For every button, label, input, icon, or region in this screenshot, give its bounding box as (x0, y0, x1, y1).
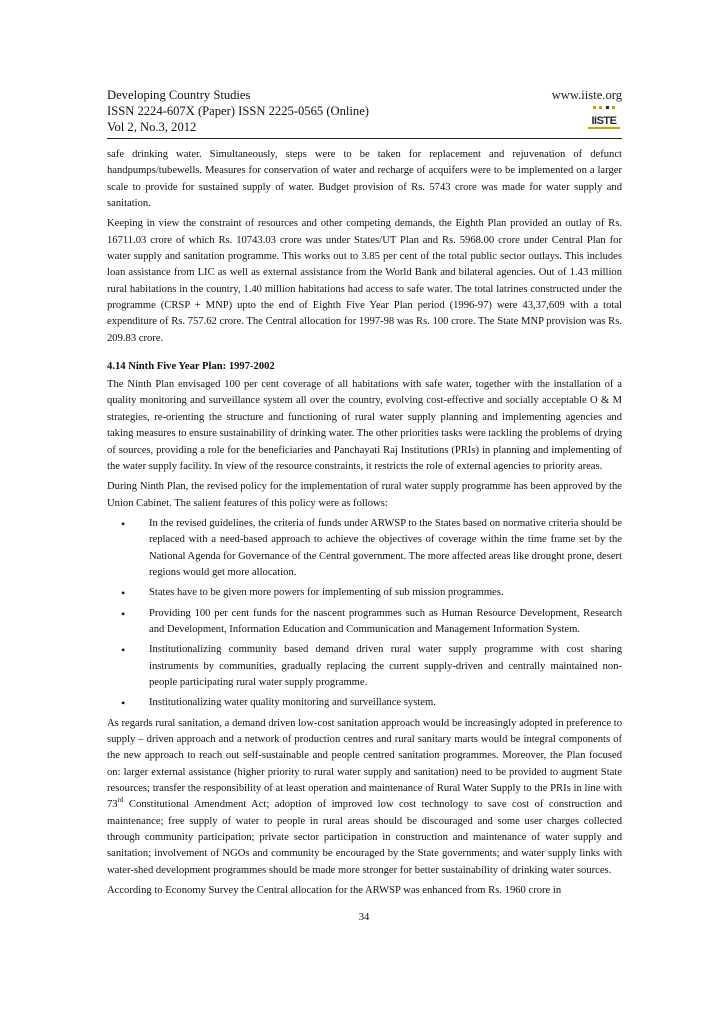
list-item-text: States have to be given more powers for implementing of sub mission programmes. (149, 587, 504, 599)
list-item-text: Institutionalizing community based demand driven rural water supply programme with cost sharing instruments by communities, gradually replacing the current supply-driven and centrally maintained non-people participating rural water supply programme. (149, 644, 622, 688)
list-item (107, 585, 622, 601)
paragraph-drinking-water: safe drinking water. Simultaneously, steps were to be taken for replacement and rejuvenation of defunct handpumps/tubewells. Measures for conservation of water and recharge of acquifers were to be implemented on a larger scale to provide for sustained supply of water. Budget provision of Rs. 5743 crore was made for water supply and sanitation. (107, 149, 622, 210)
paragraph-revised-policy: During Ninth Plan, the revised policy for the implementation of rural water supply programme has been approved by the Union Cabinet. The salient features of this policy were as follows: (107, 481, 622, 509)
iiste-logo (586, 106, 622, 132)
paragraph-economy-survey: According to Economy Survey the Central allocation for the ARWSP was enhanced from Rs. 1960 crore in (107, 885, 562, 897)
journal-page (107, 87, 622, 903)
ordinal-superscript: rd (117, 796, 124, 805)
sanitation-text-part-2: Constitutional Amendment Act; adoption of improved low cost technology to save cost of construction and maintenance; free supply of water to people in rural areas should be discouraged and some user charges collected through community participation; private sector participation in construction and maintenance of water supply and sanitation; involvement of NGOs and community be encouraged by the State governments; and water supply links with water-shed development programmes should be made more stronger for better sustainability of drinking water sources. (107, 799, 622, 876)
issn-line: ISSN 2224-607X (Paper) ISSN 2225-0565 (Online) (107, 104, 369, 118)
bullet-marker: • (121, 586, 126, 601)
bullet-marker: • (121, 516, 126, 531)
list-item-text: In the revised guidelines, the criteria of funds under ARWSP to the States based on normative criteria should be replaced with a need-based approach to achieve the objectives of coverage within the time frame set by the National Agenda for Governance of the Central government. The more affected areas like drought prone, desert regions would get more allocation. (149, 517, 622, 578)
page-header (107, 87, 622, 137)
volume-line: Vol 2, No.3, 2012 (107, 120, 197, 134)
paragraph-eighth-plan: Keeping in view the constraint of resources and other competing demands, the Eighth Plan provided an outlay of Rs. 16711.03 crore of which Rs. 10743.03 crore was under States/UT Plan and Rs. 5968.00 crore under Central Plan for water supply and sanitation programme. This works out to 3.85 per cent of the total public sector outlays. This includes loan assistance from LIC as well as external assistance from the World Bank and bilateral agencies. Out of 1.43 million rural habitations in the country, 1.40 million habitations had access to safe water. The total latrines constructed under the programme (CRSP + MNP) upto the end of Eighth Five Year Plan period (1996-97) were 43,37,609 with a total expenditure of Rs. 757.62 crore. The Central allocation for 1997-98 was Rs. 100 crore. The State MNP provision was Rs. 209.83 crore. (107, 218, 622, 344)
bullet-marker: • (121, 643, 126, 658)
list-item (107, 606, 622, 639)
list-item (107, 516, 622, 581)
page-number: 34 (358, 912, 370, 923)
list-item (107, 642, 622, 691)
section-heading-ninth-plan: 4.14 Ninth Five Year Plan: 1997-2002 (107, 361, 275, 373)
paragraph-ninth-plan: The Ninth Plan envisaged 100 per cent coverage of all habitations with safe water, together with the installation of a quality monitoring and surveillance system all over the country, evolving cost-effective and socially acceptable O & M strategies, re-orienting the structure and functioning of rural water supply planning and implementing agencies and taking measures to ensure sustainability of drinking water. The other priorities tasks were tackling the problems of drying of sources, providing a role for the beneficiaries and Panchayati Raj Institutions (PRIs) in planning and implementing of the water supply facility. In view of the resource constraints, it restricts the role of external agencies to priority areas. (107, 379, 622, 472)
bullet-marker: • (121, 606, 126, 621)
sanitation-text-part-1: As regards rural sanitation, a demand driven low-cost sanitation approach would be increasingly adopted in preference to supply – driven approach and a network of production centres and rural sanitary marts would be integral components of the new approach to reach out self-sustainable and people centred sanitation programmes. Moreover, the Plan focused on: larger external assistance (higher priority to rural water supply and sanitation) need to be provided to augment State resources; transfer the responsibility of at least operation and maintenance of Rural Water Supply to the PRIs in line with 73 (107, 717, 622, 811)
paragraph-rural-sanitation (107, 716, 622, 879)
list-item-text: Providing 100 per cent funds for the nascent programmes such as Human Resource Development, Research and Development, Information Education and Communication and Management Information System. (149, 607, 622, 635)
header-rule (107, 138, 622, 139)
list-item-text: Institutionalizing water quality monitoring and surveillance system. (149, 697, 436, 709)
journal-title: Developing Country Studies (107, 88, 251, 102)
bullet-marker: • (121, 696, 126, 711)
list-item (107, 695, 622, 711)
policy-features-list (107, 516, 622, 712)
svg-text:IISTE: IISTE (591, 115, 617, 127)
journal-url-link[interactable]: www.iiste.org (551, 88, 622, 102)
